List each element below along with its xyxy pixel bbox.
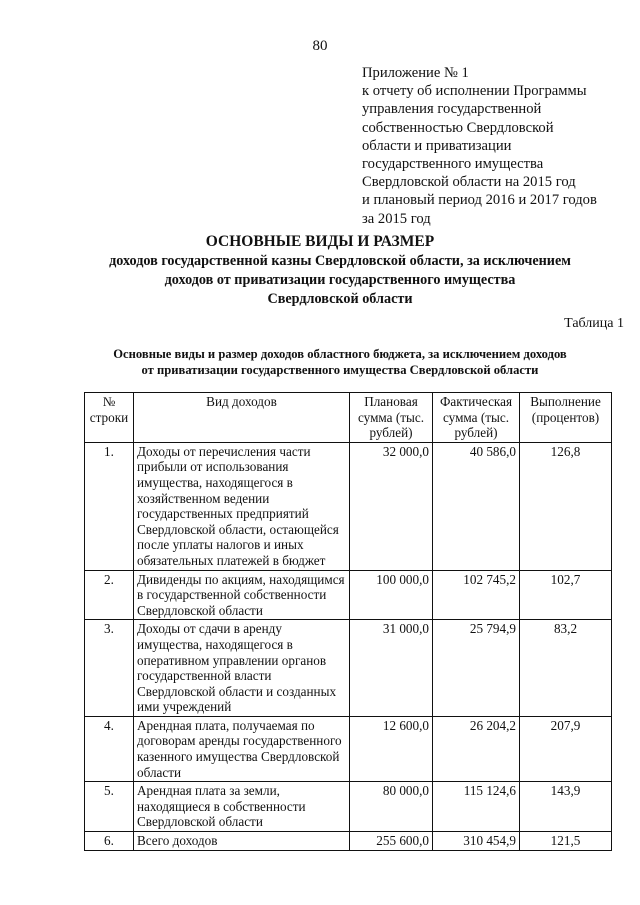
execution-percent: 102,7 <box>520 570 612 620</box>
appendix-line: государственного имущества <box>362 156 544 173</box>
subtitle-line: доходов от приватизации государственного имущества <box>164 272 516 288</box>
row-number: 1. <box>85 442 134 570</box>
row-number: 5. <box>85 782 134 832</box>
appendix-line: за 2015 год <box>362 210 431 227</box>
header-actual-sum: Фактическая сумма (тыс. рублей) <box>433 393 520 443</box>
row-number: 3. <box>85 620 134 717</box>
row-number: 2. <box>85 570 134 620</box>
table-row <box>85 782 612 832</box>
table-heading <box>60 346 620 378</box>
table-heading-line: Основные виды и размер доходов областного бюджета, за исключением доходов <box>113 347 567 361</box>
planned-sum: 255 600,0 <box>350 832 433 851</box>
planned-sum: 100 000,0 <box>350 570 433 620</box>
execution-percent: 121,5 <box>520 832 612 851</box>
actual-sum: 115 124,6 <box>433 782 520 832</box>
page-number: 80 <box>312 38 328 54</box>
header-row-number: № строки <box>85 393 134 443</box>
actual-sum: 102 745,2 <box>433 570 520 620</box>
execution-percent: 126,8 <box>520 442 612 570</box>
row-number: 6. <box>85 832 134 851</box>
execution-percent: 143,9 <box>520 782 612 832</box>
appendix-line: Приложение № 1 <box>362 65 469 81</box>
main-title: ОСНОВНЫЕ ВИДЫ И РАЗМЕР <box>205 233 435 250</box>
income-type: Доходы от сдачи в аренду имущества, находящегося в оперативном управлении органов государственной власти Свердловской области и созданных ими учреждений <box>134 620 350 717</box>
table-row <box>85 442 612 570</box>
table-header-row <box>85 393 612 443</box>
subtitle-line: Свердловской области <box>267 291 413 307</box>
income-table <box>84 392 612 851</box>
planned-sum: 32 000,0 <box>350 442 433 570</box>
actual-sum: 26 204,2 <box>433 716 520 781</box>
table-row <box>85 570 612 620</box>
appendix-line: области и приватизации <box>362 137 512 154</box>
planned-sum: 12 600,0 <box>350 716 433 781</box>
appendix-line: к отчету об исполнении Программы <box>362 83 587 100</box>
appendix-line: и плановый период 2016 и 2017 годов <box>362 192 597 209</box>
planned-sum: 80 000,0 <box>350 782 433 832</box>
income-type: Доходы от перечисления части прибыли от использования имущества, находящегося в хозяйственном ведении государственных предприятий Свердловской области, остающейся после уплаты налогов и иных обязательных платежей в бюджет <box>134 442 350 570</box>
actual-sum: 25 794,9 <box>433 620 520 717</box>
header-income-type: Вид доходов <box>134 393 350 443</box>
table-caption: Таблица 1 <box>564 316 624 331</box>
planned-sum: 31 000,0 <box>350 620 433 717</box>
income-type: Арендная плата, получаемая по договорам аренды государственного казенного имущества Свердловской области <box>134 716 350 781</box>
income-type: Дивиденды по акциям, находящимся в государственной собственности Свердловской области <box>134 570 350 620</box>
table-row-total <box>85 832 612 851</box>
table-row <box>85 620 612 717</box>
income-type: Всего доходов <box>134 832 350 851</box>
header-planned-sum: Плановая сумма (тыс. рублей) <box>350 393 433 443</box>
execution-percent: 83,2 <box>520 620 612 717</box>
subtitle-line: доходов государственной казны Свердловской области, за исключением <box>109 253 571 269</box>
table-heading-line: от приватизации государственного имущества Свердловской области <box>141 363 539 377</box>
appendix-note <box>362 64 632 228</box>
header-execution-percent: Выполнение (процентов) <box>520 393 612 443</box>
appendix-line: собственностью Свердловской <box>362 119 554 136</box>
appendix-line: Свердловской области на 2015 год <box>362 174 576 191</box>
execution-percent: 207,9 <box>520 716 612 781</box>
actual-sum: 310 454,9 <box>433 832 520 851</box>
actual-sum: 40 586,0 <box>433 442 520 570</box>
subtitle <box>60 252 620 309</box>
table-row <box>85 716 612 781</box>
appendix-line: управления государственной <box>362 101 542 118</box>
row-number: 4. <box>85 716 134 781</box>
income-type: Арендная плата за земли, находящиеся в собственности Свердловской области <box>134 782 350 832</box>
